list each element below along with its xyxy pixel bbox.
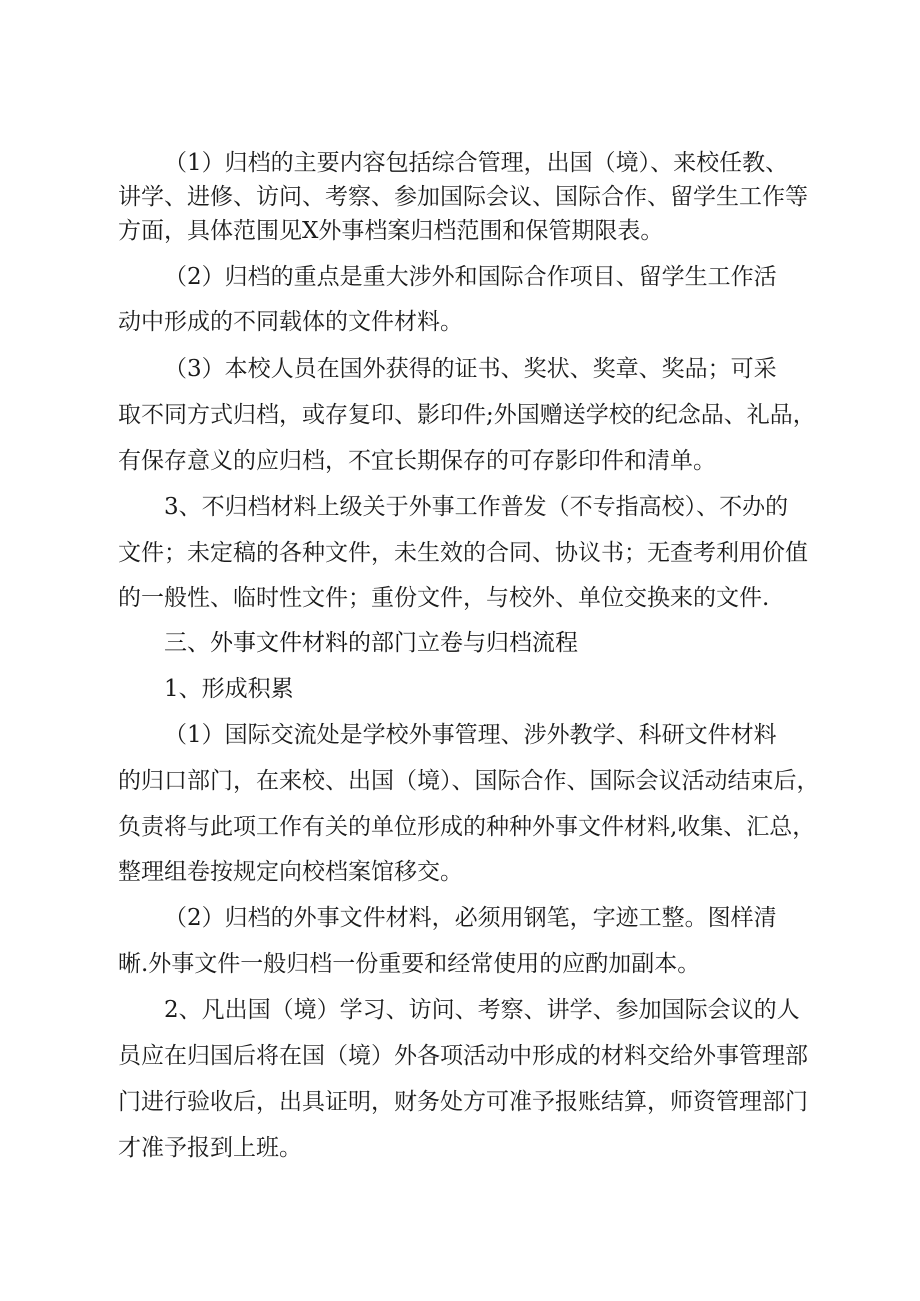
paragraph-5-line-3: 负责将与此项工作有关的单位形成的种种外事文件材料,收集、汇总， xyxy=(118,814,816,840)
paragraph-3-line-2: 取不同方式归档，或存复印、影印件;外国赠送学校的纪念品、礼品， xyxy=(118,402,816,428)
paragraph-1-line-3: 方面，具体范围见X外事档案归档范围和保管期限表。 xyxy=(118,218,664,244)
paragraph-7-line-1: 2、凡出国（境）学习、访问、考察、讲学、参加国际会议的人 xyxy=(164,997,800,1023)
paragraph-5-line-4: 整理组卷按规定向校档案馆移交。 xyxy=(118,859,463,885)
paragraph-4-line-1: 3、不归档材料上级关于外事工作普发（不专指高校）、不办的 xyxy=(164,494,789,520)
paragraph-7-line-2: 员应在归国后将在国（境）外各项活动中形成的材料交给外事管理部 xyxy=(118,1043,808,1069)
paragraph-7-line-3: 门进行验收后，出具证明，财务处方可准予报账结算，师资管理部门 xyxy=(118,1089,808,1115)
sub-heading: 1、形成积累 xyxy=(164,676,294,702)
paragraph-3-line-1: （3）本校人员在国外获得的证书、奖状、奖章、奖品；可采 xyxy=(164,356,777,382)
paragraph-4-line-2: 文件；未定稿的各种文件，未生效的合同、协议书；无查考利用价值 xyxy=(118,540,808,566)
paragraph-1-line-1: （1）归档的主要内容包括综合管理，出国（境）、来校任教、 xyxy=(164,150,789,176)
paragraph-1-line-2: 讲学、进修、访问、考察、参加国际会议、国际合作、留学生工作等 xyxy=(118,184,808,210)
paragraph-7-line-4: 才准予报到上班。 xyxy=(118,1135,302,1161)
section-heading: 三、外事文件材料的部门立卷与归档流程 xyxy=(164,630,578,656)
paragraph-5-line-1: （1）国际交流处是学校外事管理、涉外教学、科研文件材料 xyxy=(164,722,777,748)
paragraph-5-line-2: 的归口部门，在来校、出国（境）、国际合作、国际会议活动结束后， xyxy=(118,768,820,794)
paragraph-6-line-2: 晰.外事文件一般归档一份重要和经常使用的应酌加副本。 xyxy=(118,951,701,977)
paragraph-4-line-3: 的一般性、临时性文件；重份文件，与校外、单位交换来的文件. xyxy=(118,585,770,611)
paragraph-6-line-1: （2）归档的外事文件材料，必须用钢笔，字迹工整。图样清 xyxy=(164,905,777,931)
paragraph-3-line-3: 有保存意义的应归档，不宜长期保存的可存影印件和清单。 xyxy=(118,448,716,474)
paragraph-2-line-1: （2）归档的重点是重大涉外和国际合作项目、留学生工作活 xyxy=(164,264,777,290)
paragraph-2-line-2: 动中形成的不同载体的文件材料。 xyxy=(118,309,463,335)
